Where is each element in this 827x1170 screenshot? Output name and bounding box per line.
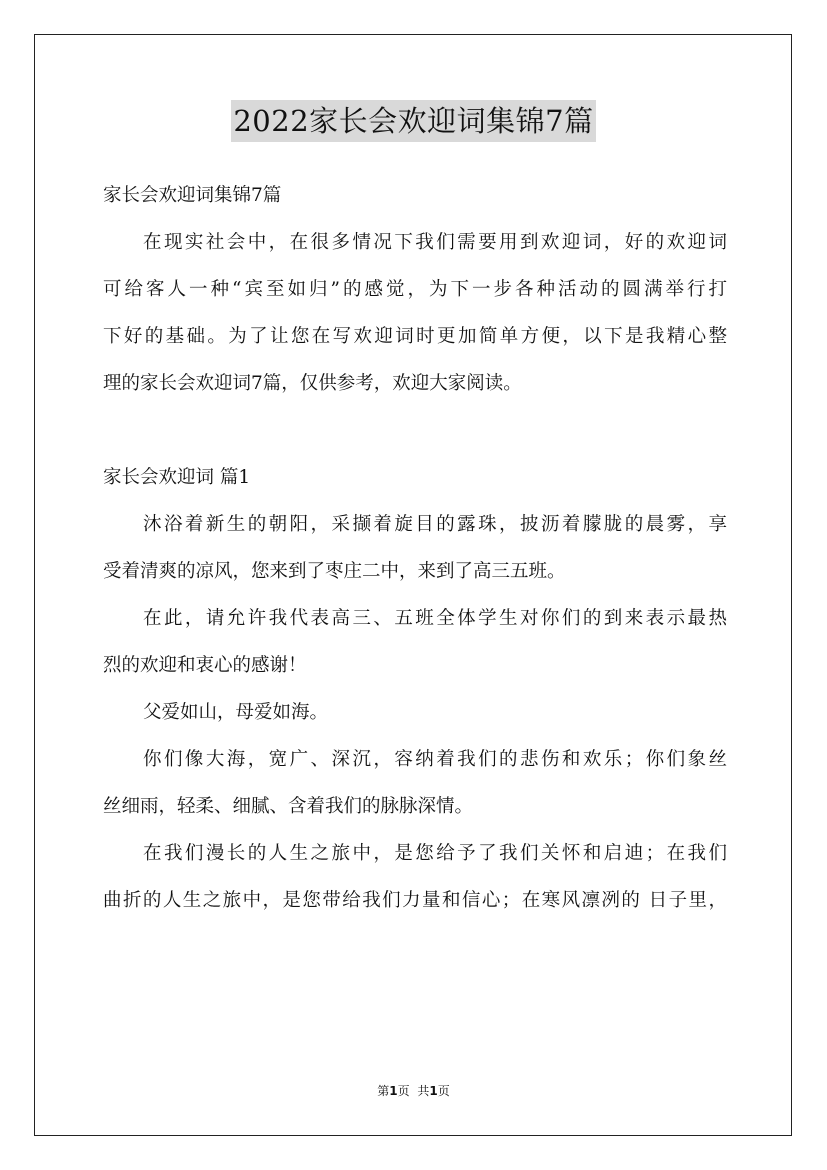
section-gap — [103, 407, 727, 454]
total-prefix: 共 — [417, 1084, 430, 1098]
paragraph-line: 曲折的人生之旅中，是您带给我们力量和信心；在寒风凛冽的 日子里， — [103, 890, 727, 911]
page-suffix: 页 — [397, 1084, 410, 1098]
paragraph-line: 沐浴着新生的朝阳，采撷着旋目的露珠，披沥着朦胧的晨雾，享 — [143, 514, 727, 535]
paragraph-line: 在此，请允许我代表高三、五班全体学生对你们的到来表示最热 — [143, 608, 727, 629]
total-suffix: 页 — [437, 1084, 450, 1098]
intro-line: 理的家长会欢迎词7篇，仅供参考，欢迎大家阅读。 — [103, 373, 522, 394]
total-pages: 1 — [429, 1084, 438, 1098]
paragraph-line: 丝细雨，轻柔、细腻、含着我们的脉脉深情。 — [103, 796, 474, 817]
paragraph-line: 受着清爽的凉风，您来到了枣庄二中，来到了高三五班。 — [103, 561, 566, 582]
paragraph-line: 父爱如山，母爱如海。 — [143, 702, 329, 723]
intro-line: 可给客人一种“宾至如归”的感觉，为下一步各种活动的圆满举行打 — [103, 279, 727, 300]
paragraph-line: 你们像大海，宽广、深沉，容纳着我们的悲伤和欢乐；你们象丝 — [143, 749, 727, 770]
page-prefix: 第 — [377, 1084, 390, 1098]
intro-line: 下好的基础。为了让您在写欢迎词时更加简单方便，以下是我精心整 — [103, 326, 727, 347]
section-heading: 家长会欢迎词 篇1 — [103, 467, 251, 488]
page-footer — [0, 1082, 827, 1099]
page-number: 1 — [389, 1084, 398, 1098]
title-wrap — [0, 100, 827, 142]
intro-line: 在现实社会中，在很多情况下我们需要用到欢迎词，好的欢迎词 — [143, 232, 727, 253]
document-subtitle: 家长会欢迎词集锦7篇 — [103, 185, 282, 206]
paragraph-line: 烈的欢迎和衷心的感谢！ — [103, 655, 307, 676]
document-body — [103, 172, 727, 924]
paragraph-line: 在我们漫长的人生之旅中，是您给予了我们关怀和启迪；在我们 — [143, 843, 727, 864]
document-title: 2022家长会欢迎词集锦7篇 — [231, 100, 595, 142]
